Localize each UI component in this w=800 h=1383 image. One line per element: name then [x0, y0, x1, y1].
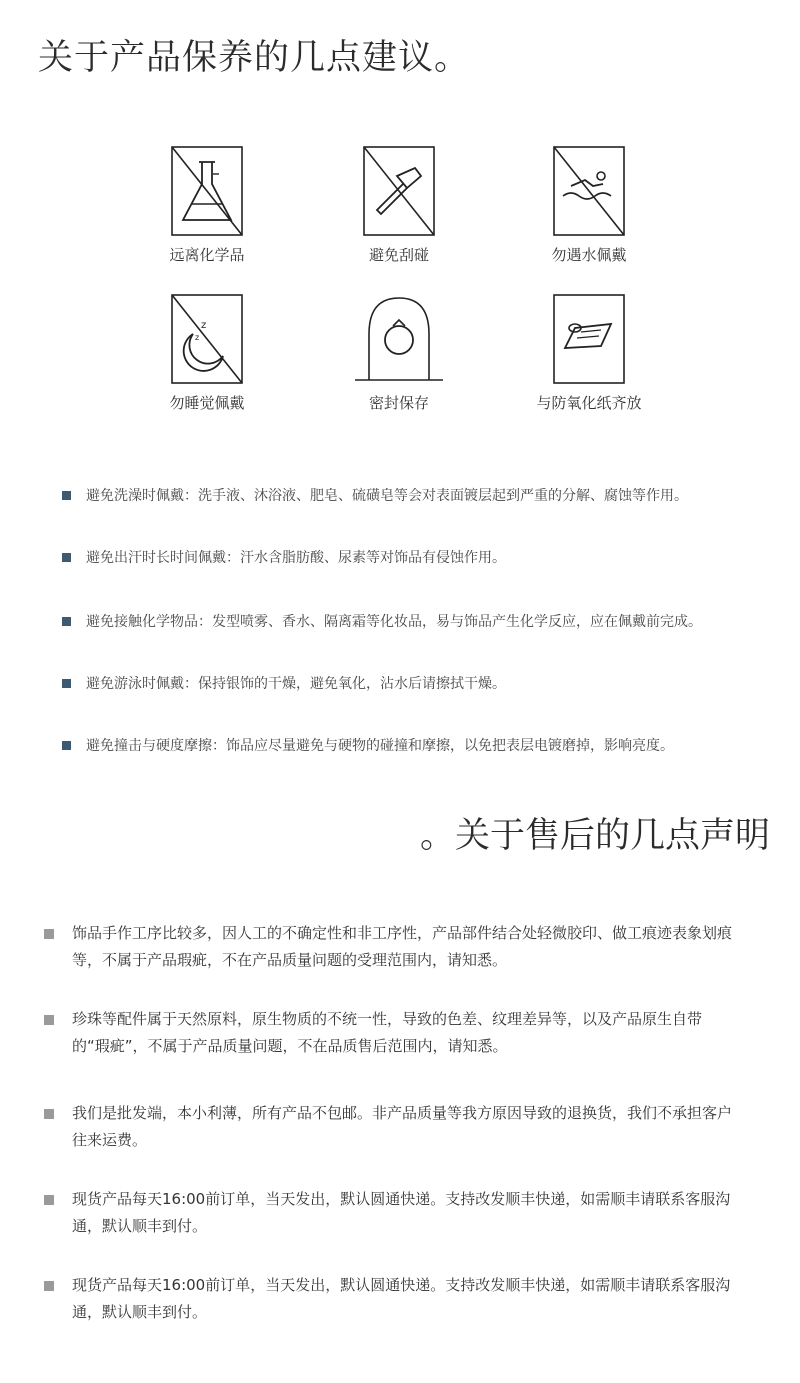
- note-text: 珍珠等配件属于天然原料，原生物质的不统一性，导致的色差、纹理差异等，以及产品原生自带的“瑕疵”，不属于产品质量问题，不在品质售后范围内，请知悉。: [72, 1010, 703, 1055]
- list-item: [62, 485, 732, 507]
- no-chemicals-icon: [171, 146, 243, 236]
- icon-label: 勿遇水佩戴: [551, 246, 627, 264]
- note-text: 我们是批发端，本小利薄，所有产品不包邮。非产品质量等我方原因导致的退换货，我们不承担客户往来运费。: [72, 1104, 733, 1149]
- no-hammer-icon: [363, 146, 435, 236]
- icon-label: 避免刮碰: [368, 246, 429, 264]
- icon-cell-paper: [499, 294, 679, 412]
- icon-label: 勿睡觉佩戴: [169, 394, 245, 412]
- note-bullet: [44, 1109, 54, 1119]
- tip-text: 避免游泳时佩戴：保持银饰的干燥，避免氧化，沾水后请擦拭干燥。: [86, 676, 506, 692]
- note-text: 现货产品每天16:00前订单，当天发出，默认圆通快递。支持改发顺丰快递，如需顺丰请联系客服沟通，默认顺丰到付。: [72, 1276, 731, 1321]
- list-item: [44, 1100, 734, 1154]
- note-bullet: [44, 1195, 54, 1205]
- svg-text:z: z: [201, 320, 207, 331]
- list-item: [44, 1006, 734, 1060]
- tip-text: 避免出汗时长时间佩戴：汗水含脂肪酸、尿素等对饰品有侵蚀作用。: [86, 550, 506, 566]
- note-text: 现货产品每天16:00前订单，当天发出，默认圆通快递。支持改发顺丰快递，如需顺丰请联系客服沟通，默认顺丰到付。: [72, 1190, 731, 1235]
- list-item: [62, 735, 732, 757]
- svg-text:z: z: [195, 333, 200, 342]
- list-item: [44, 1186, 734, 1240]
- no-sleeping-icon: [171, 294, 243, 384]
- icon-label: 远离化学品: [169, 246, 245, 264]
- list-item: [44, 920, 734, 974]
- tip-text: 避免洗澡时佩戴：洗手液、沐浴液、肥皂、硫磺皂等会对表面镀层起到严重的分解、腐蚀等作用。: [86, 488, 688, 504]
- icon-cell-hammer: [309, 146, 489, 264]
- icon-cell-sleep: [117, 294, 297, 412]
- sealed-ring-storage-icon: [351, 294, 447, 384]
- icon-label: 密封保存: [368, 394, 429, 412]
- note-bullet: [44, 1281, 54, 1291]
- note-text: 饰品手作工序比较多，因人工的不确定性和非工序性，产品部件结合处轻微胶印、做工痕迹表象划痕等，不属于产品瑕疵，不在产品质量问题的受理范围内，请知悉。: [72, 924, 733, 969]
- anti-oxidation-paper-icon: [553, 294, 625, 384]
- icon-cell-chemicals: [117, 146, 297, 264]
- list-item: [62, 547, 732, 569]
- note-bullet: [44, 1015, 54, 1025]
- care-section-title: 关于产品保养的几点建议。: [38, 38, 471, 78]
- note-bullet: [44, 929, 54, 939]
- after-sales-title: 。关于售后的几点声明: [419, 816, 770, 856]
- list-item: [62, 611, 732, 633]
- no-swimming-icon: [553, 146, 625, 236]
- tip-text: 避免撞击与硬度摩擦：饰品应尽量避免与硬物的碰撞和摩擦，以免把表层电镀磨掉，影响亮度。: [86, 738, 674, 754]
- tip-bullet: [62, 553, 71, 562]
- list-item: [62, 673, 732, 695]
- tip-text: 避免接触化学物品：发型喷雾、香水、隔离霜等化妆品，易与饰品产生化学反应，应在佩戴前完成。: [86, 614, 702, 630]
- tip-bullet: [62, 679, 71, 688]
- tip-bullet: [62, 491, 71, 500]
- tip-bullet: [62, 617, 71, 626]
- icon-cell-water: [499, 146, 679, 264]
- list-item: [44, 1272, 734, 1326]
- tip-bullet: [62, 741, 71, 750]
- icon-cell-sealed: [309, 294, 489, 412]
- icon-label: 与防氧化纸齐放: [536, 394, 642, 412]
